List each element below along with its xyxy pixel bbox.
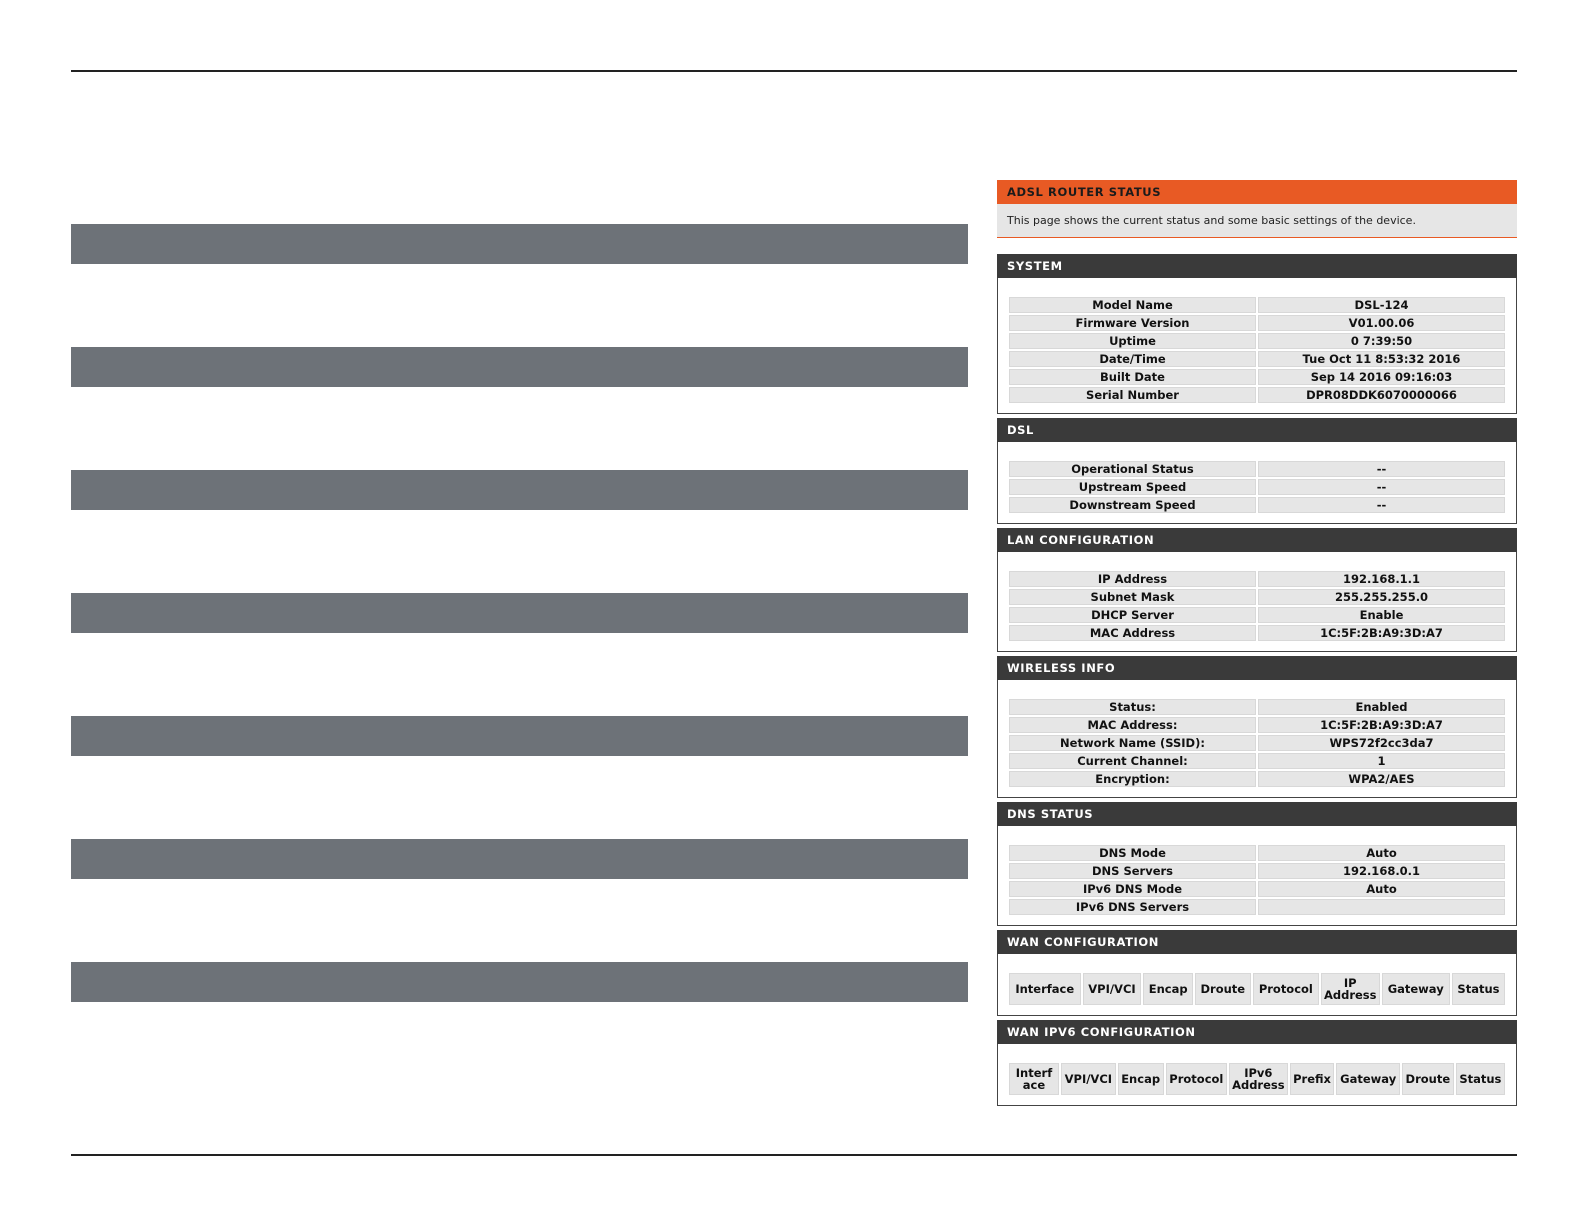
table-row [1009,735,1505,751]
system-table [1007,295,1507,405]
row-value: WPA2/AES [1258,771,1505,787]
table-row [1009,881,1505,897]
section-title: WAN CONFIGURATION [997,930,1517,954]
section-title: LAN CONFIGURATION [997,528,1517,552]
row-label: IPv6 DNS Servers [1009,899,1256,915]
row-label: Encryption: [1009,771,1256,787]
column-header: VPI/VCI [1083,973,1142,1005]
table-row [1009,387,1505,403]
row-value [1258,899,1505,915]
row-value: 1 [1258,753,1505,769]
row-label: Status: [1009,699,1256,715]
wan-ipv6-table [1007,1061,1507,1097]
row-label: Date/Time [1009,351,1256,367]
row-value: DSL-124 [1258,297,1505,313]
row-value: Enable [1258,607,1505,623]
table-row [1009,699,1505,715]
section-title: WAN IPV6 CONFIGURATION [997,1020,1517,1044]
lan-table [1007,569,1507,643]
row-value: Auto [1258,881,1505,897]
column-header: Droute [1402,1063,1454,1095]
wireless-table [1007,697,1507,789]
row-label: IP Address [1009,571,1256,587]
lan-section [997,528,1517,652]
row-value: 192.168.0.1 [1258,863,1505,879]
row-value: WPS72f2cc3da7 [1258,735,1505,751]
column-header: Gateway [1382,973,1450,1005]
row-label: MAC Address: [1009,717,1256,733]
row-label: Downstream Speed [1009,497,1256,513]
column-header: Droute [1195,973,1251,1005]
row-value: Tue Oct 11 8:53:32 2016 [1258,351,1505,367]
row-value: 1C:5F:2B:A9:3D:A7 [1258,717,1505,733]
table-row [1009,497,1505,513]
row-value: DPR08DDK6070000066 [1258,387,1505,403]
row-label: IPv6 DNS Mode [1009,881,1256,897]
row-value: Auto [1258,845,1505,861]
table-row [1009,899,1505,915]
table-row [1009,771,1505,787]
column-header: Encap [1118,1063,1164,1095]
section-title: SYSTEM [997,254,1517,278]
table-header-row [1009,973,1505,1005]
row-value: Enabled [1258,699,1505,715]
row-label: Subnet Mask [1009,589,1256,605]
wan-section [997,930,1517,1016]
row-label: Network Name (SSID): [1009,735,1256,751]
table-row [1009,589,1505,605]
column-header: IPv6 Address [1229,1063,1288,1095]
dsl-section [997,418,1517,524]
row-label: Model Name [1009,297,1256,313]
panel-title: ADSL ROUTER STATUS [997,180,1517,204]
column-header: Interface [1009,1063,1059,1095]
column-header: Protocol [1166,1063,1227,1095]
table-row [1009,625,1505,641]
panel-description: This page shows the current status and some basic settings of the device. [997,204,1517,238]
column-header: Interface [1009,973,1081,1005]
gray-bar-4 [71,593,968,633]
column-header: Gateway [1336,1063,1399,1095]
system-section [997,254,1517,414]
table-row [1009,351,1505,367]
row-value: 0 7:39:50 [1258,333,1505,349]
row-label: DHCP Server [1009,607,1256,623]
table-row [1009,607,1505,623]
row-label: Built Date [1009,369,1256,385]
table-row [1009,845,1505,861]
dns-table [1007,843,1507,917]
table-row [1009,863,1505,879]
row-label: MAC Address [1009,625,1256,641]
row-value: 192.168.1.1 [1258,571,1505,587]
column-header: VPI/VCI [1061,1063,1116,1095]
column-header: Status [1452,973,1505,1005]
row-value: -- [1258,497,1505,513]
table-row [1009,461,1505,477]
gray-bar-1 [71,224,968,264]
row-value: 255.255.255.0 [1258,589,1505,605]
row-value: Sep 14 2016 09:16:03 [1258,369,1505,385]
column-header: IP Address [1321,973,1380,1005]
column-header: Prefix [1290,1063,1335,1095]
top-rule [71,70,1517,72]
gray-bar-7 [71,962,968,1002]
row-label: DNS Mode [1009,845,1256,861]
table-row [1009,479,1505,495]
table-header-row [1009,1063,1505,1095]
wan-ipv6-section [997,1020,1517,1106]
router-status-panel [997,180,1517,1106]
row-label: Upstream Speed [1009,479,1256,495]
column-header: Encap [1143,973,1192,1005]
table-row [1009,369,1505,385]
row-label: Serial Number [1009,387,1256,403]
table-row [1009,717,1505,733]
section-title: DNS STATUS [997,802,1517,826]
row-label: Firmware Version [1009,315,1256,331]
gray-bar-2 [71,347,968,387]
gray-bar-5 [71,716,968,756]
wan-table [1007,971,1507,1007]
dsl-table [1007,459,1507,515]
table-row [1009,297,1505,313]
row-label: Operational Status [1009,461,1256,477]
row-value: V01.00.06 [1258,315,1505,331]
wireless-section [997,656,1517,798]
row-label: Uptime [1009,333,1256,349]
table-row [1009,753,1505,769]
bottom-rule [71,1154,1517,1156]
column-header: Status [1456,1063,1505,1095]
section-title: DSL [997,418,1517,442]
table-row [1009,571,1505,587]
dns-section [997,802,1517,926]
column-header: Protocol [1253,973,1319,1005]
row-value: -- [1258,461,1505,477]
row-value: -- [1258,479,1505,495]
gray-bar-6 [71,839,968,879]
table-row [1009,315,1505,331]
table-row [1009,333,1505,349]
row-label: DNS Servers [1009,863,1256,879]
row-label: Current Channel: [1009,753,1256,769]
row-value: 1C:5F:2B:A9:3D:A7 [1258,625,1505,641]
section-title: WIRELESS INFO [997,656,1517,680]
gray-bar-3 [71,470,968,510]
